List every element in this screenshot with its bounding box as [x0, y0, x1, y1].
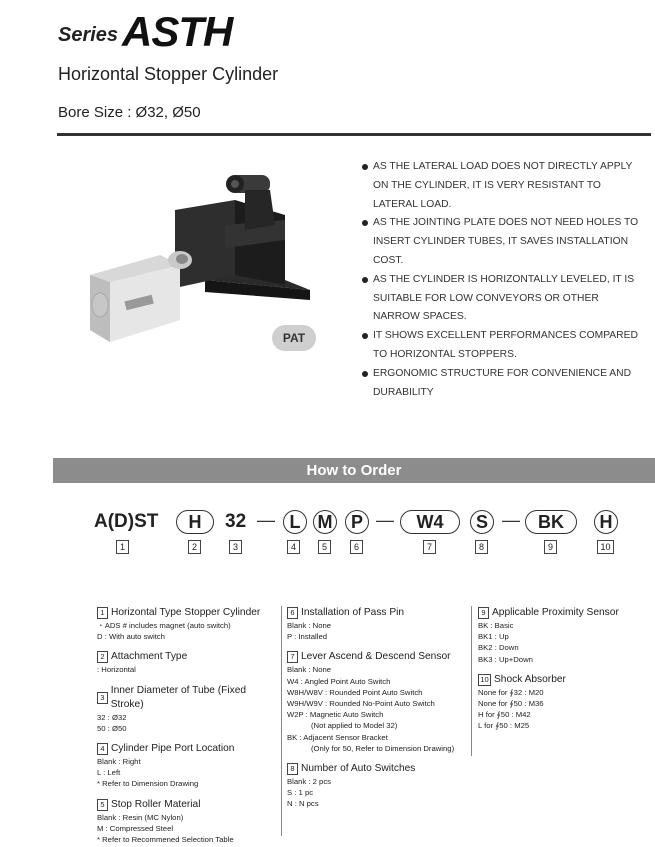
column-divider: [471, 606, 472, 756]
section-title: 2 Attachment Type: [97, 650, 277, 664]
section-title: 6 Installation of Pass Pin: [287, 606, 467, 620]
code-roller: M: [313, 510, 337, 534]
code-attachment: H: [176, 510, 214, 534]
section-title: 5 Stop Roller Material: [97, 798, 277, 812]
code-number: 1: [116, 540, 129, 554]
section-title: 10 Shock Absorber: [478, 673, 648, 687]
section-title: 4 Cylinder Pipe Port Location: [97, 742, 277, 756]
bore-size: Bore Size : Ø32, Ø50: [58, 104, 201, 121]
code-port: L: [283, 510, 307, 534]
section-title: 9 Applicable Proximity Sensor: [478, 606, 648, 620]
feature-list: [362, 158, 647, 402]
code-sensor: W4: [400, 510, 460, 534]
code-number: 3: [229, 540, 242, 554]
code-number: 8: [475, 540, 488, 554]
option-line: BK1 : Up: [478, 632, 509, 642]
column-divider: [281, 606, 282, 836]
option-line: Blank : Right: [97, 757, 141, 767]
option-line: S : 1 pc: [287, 788, 314, 798]
option-line: (Only for 50, Refer to Dimension Drawing): [311, 743, 455, 753]
section-title: 3 Inner Diameter of Tube (Fixed Stroke): [97, 684, 277, 712]
feature-item: AS THE CYLINDER IS HORIZONTALLY LEVELED, IT IS SUITABLE FOR LOW CONVEYORS OR OTHER NARROW SPACES.: [362, 271, 647, 327]
option-line: BK2 : Down: [478, 643, 519, 653]
code-pin: P: [345, 510, 369, 534]
option-line: Blank : None: [287, 665, 332, 675]
option-line: H for ∮50 : M42: [478, 710, 531, 720]
code-number: 6: [350, 540, 363, 554]
code-number: 2: [188, 540, 201, 554]
options-column-2: [287, 606, 467, 810]
option-line: BK : Basic: [478, 621, 514, 630]
code-number: 7: [423, 540, 436, 554]
option-line: 32 : Ø32: [97, 712, 127, 722]
option-line: W8H/W8V : Rounded Point Auto Switch: [287, 687, 423, 697]
series-label: Series: [58, 24, 119, 46]
how-to-order-banner: How to Order: [53, 458, 655, 483]
options-column-1: [97, 606, 277, 845]
header-divider: [57, 133, 651, 136]
code-proximity: BK: [525, 510, 577, 534]
option-line: Blank : None: [287, 621, 332, 630]
option-line: W2P : Magnetic Auto Switch: [287, 710, 384, 720]
option-line: 50 : Ø50: [97, 723, 127, 733]
option-line: ・ADS # includes magnet (auto switch): [97, 621, 231, 630]
code-number: 5: [318, 540, 331, 554]
code-number: 4: [287, 540, 300, 554]
section-title: 7 Lever Ascend & Descend Sensor: [287, 650, 467, 664]
code-switch-count: S: [470, 510, 494, 534]
code-dash: —: [502, 510, 520, 530]
option-line: L : Left: [97, 768, 121, 778]
option-line: None for ∮32 : M20: [478, 687, 544, 697]
feature-item: IT SHOWS EXCELLENT PERFORMANCES COMPARED TO HORIZONTAL STOPPERS.: [362, 327, 647, 365]
option-line: N : N pcs: [287, 799, 319, 809]
option-line: : Horizontal: [97, 665, 136, 675]
code-dash: —: [257, 510, 275, 530]
section-title: 8 Number of Auto Switches: [287, 762, 467, 776]
code-shock: H: [594, 510, 618, 534]
option-line: BK : Adjacent Sensor Bracket: [287, 732, 388, 742]
page-subtitle: Horizontal Stopper Cylinder: [58, 64, 279, 84]
option-line: BK3 : Up+Down: [478, 654, 533, 664]
section-title: 1 Horizontal Type Stopper Cylinder: [97, 606, 277, 620]
option-line: W9H/W9V : Rounded No-Point Auto Switch: [287, 699, 435, 709]
feature-item: AS THE JOINTING PLATE DOES NOT NEED HOLES TO INSERT CYLINDER TUBES, IT SAVES INSTALLATION COST.: [362, 214, 647, 270]
code-dash: —: [376, 510, 394, 530]
option-line: * Refer to Recommened Selection Table: [97, 835, 234, 845]
series-name: ASTH: [122, 8, 233, 55]
code-number: 10: [597, 540, 614, 554]
options-column-3: [478, 606, 648, 732]
option-line: W4 : Angled Point Auto Switch: [287, 676, 391, 686]
option-line: L for ∮50 : M25: [478, 721, 530, 731]
patent-badge: PAT: [272, 325, 316, 351]
option-line: Blank : 2 pcs: [287, 777, 332, 787]
option-line: (Not applied to Model 32): [311, 721, 398, 731]
feature-item: AS THE LATERAL LOAD DOES NOT DIRECTLY APPLY ON THE CYLINDER, IT IS VERY RESISTANT TO LATERAL LOAD.: [362, 158, 647, 214]
code-bore: 32: [225, 511, 247, 532]
option-line: D : With auto switch: [97, 632, 165, 642]
option-line: Blank : Resin (MC Nylon): [97, 812, 184, 822]
feature-item: ERGONOMIC STRUCTURE FOR CONVENIENCE AND DURABILITY: [362, 365, 647, 403]
option-line: P : Installed: [287, 632, 328, 642]
option-line: None for ∮50 : M36: [478, 699, 544, 709]
code-prefix: A(D)ST: [94, 511, 159, 532]
code-number: 9: [544, 540, 557, 554]
option-line: M : Compressed Steel: [97, 823, 174, 833]
option-line: * Refer to Dimension Drawing: [97, 779, 199, 789]
